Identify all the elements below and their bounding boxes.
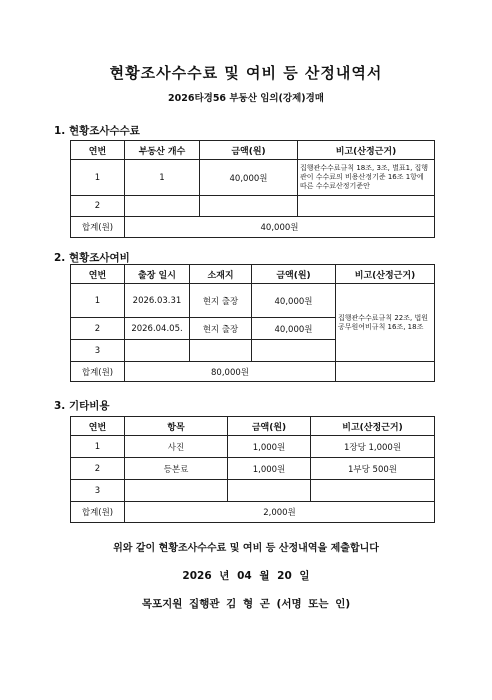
col-header: 연번 <box>71 417 125 436</box>
total-label: 합계(원) <box>71 502 125 523</box>
case-subtitle: 2026타경56 부동산 임의(강제)경매 <box>168 93 324 104</box>
col-header: 비고(산정근거) <box>336 265 435 284</box>
row-number: 2 <box>71 318 125 340</box>
travel-table <box>70 264 435 382</box>
property-count: 1 <box>125 160 200 196</box>
total-label: 합계(원) <box>71 217 125 238</box>
total-row <box>71 217 435 238</box>
section1-heading: 1. 현황조사수수료 <box>54 125 140 137</box>
total-note-empty <box>336 362 435 382</box>
row-number: 1 <box>71 160 125 196</box>
amount-cell: 1,000원 <box>228 436 311 458</box>
col-header: 소재지 <box>190 265 252 284</box>
col-header: 금액(원) <box>200 141 298 160</box>
amount-cell: 40,000원 <box>200 160 298 196</box>
total-row <box>71 362 435 382</box>
table-header-row <box>71 417 435 436</box>
total-amount: 80,000원 <box>125 362 336 382</box>
table-header-row <box>71 141 435 160</box>
total-label: 합계(원) <box>71 362 125 382</box>
section2-heading: 2. 현황조사여비 <box>54 252 130 264</box>
row-number: 2 <box>71 458 125 480</box>
basis-note: 1장당 1,000원 <box>311 436 435 458</box>
amount-cell <box>200 196 298 217</box>
basis-note <box>311 480 435 502</box>
row-number: 1 <box>71 284 125 318</box>
trip-date: 2026.04.05. <box>125 318 190 340</box>
col-header: 비고(산정근거) <box>311 417 435 436</box>
basis-note: 집행관수수료규칙 18조, 3조, 별표1, 집행관이 수수료의 비용산정기준 16조 1항에 따른 수수료산정기준안 <box>298 160 435 196</box>
trip-date: 2026.03.31 <box>125 284 190 318</box>
trip-place: 현지 출장 <box>190 284 252 318</box>
amount-cell <box>228 480 311 502</box>
table-row <box>71 160 435 196</box>
item-name: 사진 <box>125 436 228 458</box>
table-header-row <box>71 265 435 284</box>
col-header: 금액(원) <box>228 417 311 436</box>
row-number: 3 <box>71 340 125 362</box>
total-row <box>71 502 435 523</box>
col-header: 항목 <box>125 417 228 436</box>
table-row <box>71 436 435 458</box>
other-costs-table <box>70 416 435 523</box>
item-name <box>125 480 228 502</box>
section3-heading: 3. 기타비용 <box>54 400 110 412</box>
property-count <box>125 196 200 217</box>
table-row <box>71 284 435 318</box>
amount-cell: 40,000원 <box>252 284 336 318</box>
total-amount: 2,000원 <box>125 502 435 523</box>
trip-place: 현지 출장 <box>190 318 252 340</box>
submission-statement: 위와 같이 현황조사수수료 및 여비 등 산정내역을 제출합니다 <box>113 543 379 554</box>
col-header: 출장 일시 <box>125 265 190 284</box>
table-row <box>71 458 435 480</box>
document-title: 현황조사수수료 및 여비 등 산정내역서 <box>109 64 383 82</box>
col-header: 부동산 개수 <box>125 141 200 160</box>
trip-date <box>125 340 190 362</box>
row-number: 3 <box>71 480 125 502</box>
signature-line: 목포지원 집행관 김 형 곤 (서명 또는 인) <box>141 598 351 610</box>
trip-place <box>190 340 252 362</box>
item-name: 등본료 <box>125 458 228 480</box>
col-header: 금액(원) <box>252 265 336 284</box>
table-row <box>71 480 435 502</box>
row-number: 2 <box>71 196 125 217</box>
amount-cell: 1,000원 <box>228 458 311 480</box>
basis-note: 1부당 500원 <box>311 458 435 480</box>
table-row <box>71 196 435 217</box>
fee-table <box>70 140 435 238</box>
col-header: 비고(산정근거) <box>298 141 435 160</box>
col-header: 연번 <box>71 141 125 160</box>
submission-date: 2026 년 04 월 20 일 <box>182 570 310 582</box>
basis-note: 집행관수수료규칙 22조, 법원공무원여비규칙 16조, 18조 <box>336 284 435 362</box>
basis-note-empty <box>298 196 435 217</box>
amount-cell: 40,000원 <box>252 318 336 340</box>
total-amount: 40,000원 <box>125 217 435 238</box>
row-number: 1 <box>71 436 125 458</box>
col-header: 연번 <box>71 265 125 284</box>
amount-cell <box>252 340 336 362</box>
